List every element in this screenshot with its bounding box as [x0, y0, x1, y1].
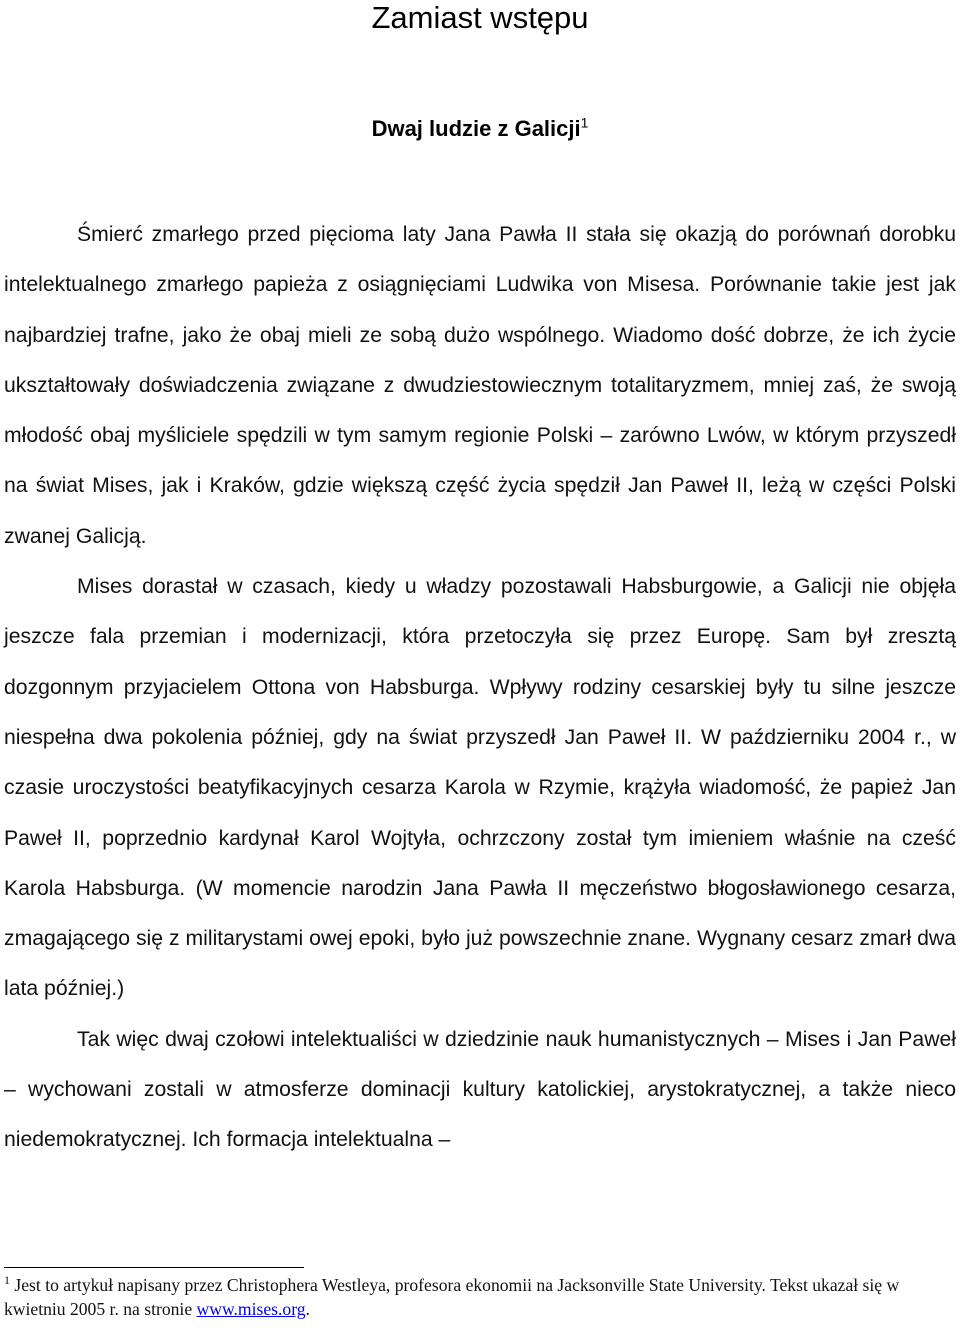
page-title: Zamiast wstępu [371, 0, 589, 35]
footnote-text: Jest to artykuł napisany przez Christophera Westleya, profesora ekonomii na Jacksonville State University. Tekst ukazał się w kwietniu 2005 r. na stronie [4, 1275, 900, 1319]
subtitle-footnote-marker[interactable]: 1 [580, 114, 589, 131]
footnote-end: . [305, 1299, 310, 1319]
paragraph-3: Tak więc dwaj czołowi intelektualiści w dziedzinie nauk humanistycznych – Mises i Jan Paweł – wychowani zostali w atmosferze dominacji kultury katolickiej, arystokratycznej, a także nieco niedemokratycznej. Ich formacja intelektualna – [4, 1027, 956, 1152]
subtitle-text: Dwaj ludzie z Galicji [371, 116, 581, 141]
article-subtitle [0, 112, 960, 146]
footnote-marker: 1 [4, 1273, 10, 1288]
article-body [4, 210, 956, 1166]
footnote-separator [4, 1267, 304, 1268]
footnote [4, 1273, 956, 1321]
paragraph-2: Mises dorastał w czasach, kiedy u władzy pozostawali Habsburgowie, a Galicji nie objęła jeszcze fala przemian i modernizacji, która przetoczyła się przez Europę. Sam był zresztą dozgonnym przyjacielem Ottona von Habsburga. Wpływy rodziny cesarskiej były tu silne jeszcze niespełna dwa pokolenia później, gdy na świat przyszedł Jan Paweł II. W październiku 2004 r., w czasie uroczystości beatyfikacyjnych cesarza Karola w Rzymie, krążyła wiadomość, że papież Jan Paweł II, poprzednio kardynał Karol Wojtyła, ochrzczony został tym imieniem właśnie na cześć Karola Habsburga. (W momencie narodzin Jana Pawła II męczeństwo błogosławionego cesarza, zmagającego się z militarystami owej epoki, było już powszechnie znane. Wygnany cesarz zmarł dwa lata później.) [4, 575, 956, 1001]
footnote-link[interactable]: www.mises.org [196, 1299, 306, 1319]
paragraph-1: Śmierć zmarłego przed pięcioma laty Jana Pawła II stała się okazją do porównań dorobku intelektualnego zmarłego papieża z osiągnięciami Ludwika von Misesa. Porównanie takie jest jak najbardziej trafne, jako że obaj mieli ze sobą dużo wspólnego. Wiadomo dość dobrze, że ich życie ukształtowały doświadczenia związane z dwudziestowiecznym totalitaryzmem, mniej zaś, że swoją młodość obaj myśliciele spędzili w tym samym regionie Polski – zarówno Lwów, w którym przyszedł na świat Mises, jak i Kraków, gdzie większą część życia spędził Jan Paweł II, leżą w części Polski zwanej Galicją. [4, 223, 956, 548]
